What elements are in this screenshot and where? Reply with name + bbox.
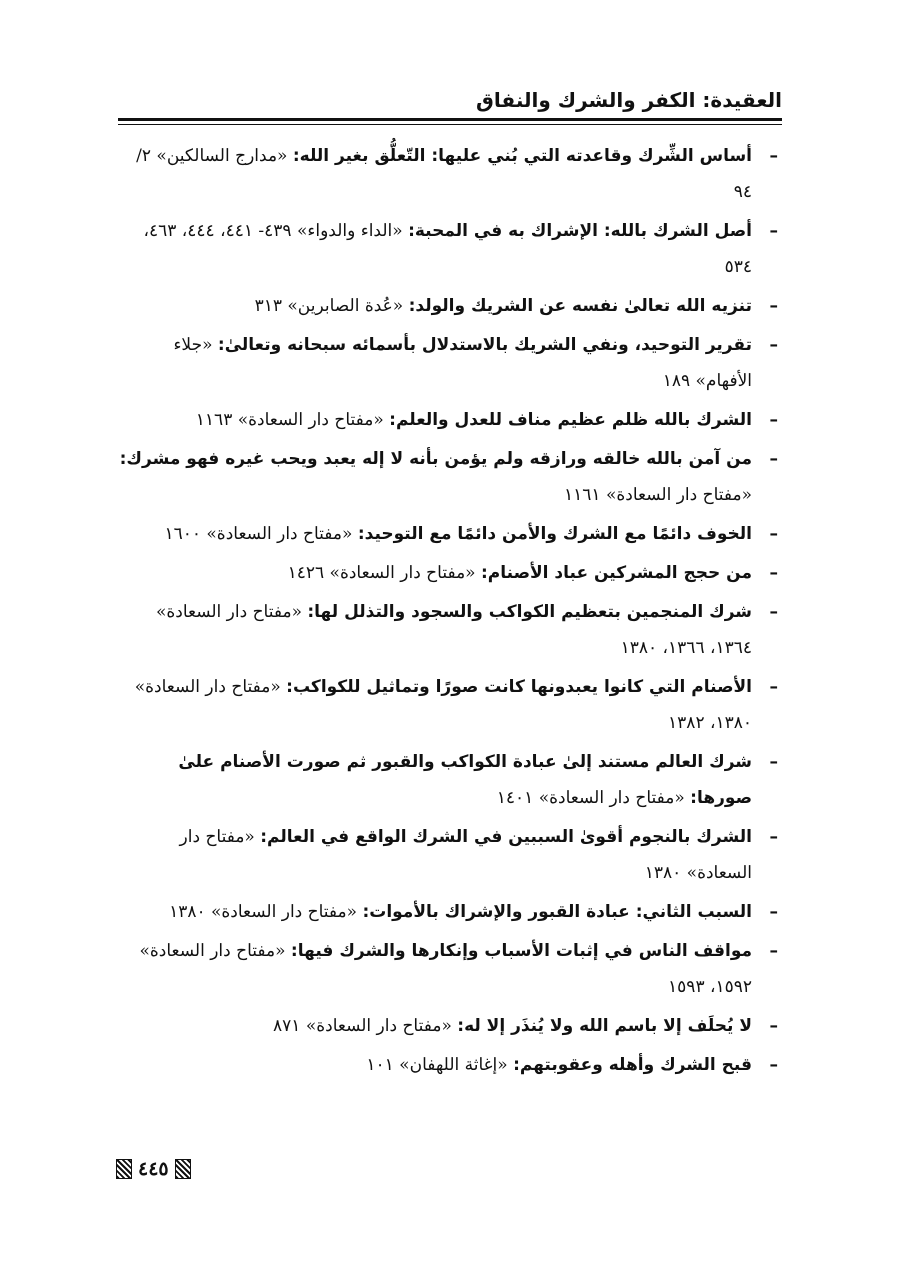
entry-reference: «مفتاح دار السعادة» ٨٧١ (273, 1016, 452, 1036)
entry-dash-icon: – (769, 335, 778, 355)
entry-dash-icon: – (769, 1016, 778, 1036)
entry-dash-icon: – (769, 146, 778, 166)
entry-topic: تقرير التوحيد، ونفي الشريك بالاستدلال بأسمائه سبحانه وتعالىٰ: (217, 335, 752, 355)
entry-topic: قبح الشرك وأهله وعقوبتهم: (513, 1055, 752, 1075)
index-entry (118, 138, 782, 210)
entry-dash-icon: – (769, 941, 778, 961)
index-entries-list (118, 138, 782, 1086)
entry-topic: تنزيه الله تعالىٰ نفسه عن الشريك والولد: (408, 296, 752, 316)
index-entry (118, 594, 782, 666)
index-entry (118, 933, 782, 1005)
index-entry (118, 213, 782, 285)
entry-topic: شرك المنجمين بتعظيم الكواكب والسجود والتذلل لها: (307, 602, 752, 622)
index-entry (118, 1008, 782, 1044)
entry-dash-icon: – (769, 563, 778, 583)
entry-reference: «إغاثة اللهفان» ١٠١ (366, 1055, 508, 1075)
page-footer (116, 1158, 191, 1180)
entry-reference: «مفتاح دار السعادة» ١٤٠١ (496, 788, 685, 808)
entry-topic: الخوف دائمًا مع الشرك والأمن دائمًا مع التوحيد: (357, 524, 752, 544)
header-rule-thick (118, 118, 782, 121)
entry-dash-icon: – (769, 827, 778, 847)
index-entry (118, 555, 782, 591)
running-header-title: العقيدة: الكفر والشرك والنفاق (476, 88, 782, 112)
entry-dash-icon: – (769, 296, 778, 316)
entry-reference: «مفتاح دار السعادة» ١٣٦٤، ١٣٦٦، ١٣٨٠ (155, 602, 752, 658)
entry-dash-icon: – (769, 410, 778, 430)
entry-dash-icon: – (769, 1055, 778, 1075)
entry-reference: «مفتاح دار السعادة» ١٣٨٠ (169, 902, 358, 922)
entry-topic: الشرك بالنجوم أقوىٰ السببين في الشرك الواقع في العالم: (260, 827, 752, 847)
index-entry (118, 744, 782, 816)
index-entry (118, 516, 782, 552)
entry-reference: «مفتاح دار السعادة» ١١٦٣ (195, 410, 384, 430)
entry-topic: من آمن بالله خالقه ورازقه ولم يؤمن بأنه لا إله يعبد ويحب غيره فهو مشرك: (119, 449, 752, 469)
entry-topic: أصل الشرك بالله: الإشراك به في المحبة: (408, 221, 752, 241)
entry-topic: الأصنام التي كانوا يعبدونها كانت صورًا وتماثيل للكواكب: (286, 677, 752, 697)
index-entry (118, 669, 782, 741)
entry-reference: «مفتاح دار السعادة» ١٦٠٠ (164, 524, 353, 544)
entry-dash-icon: – (769, 902, 778, 922)
index-entry (118, 1047, 782, 1083)
entry-dash-icon: – (769, 449, 778, 469)
entry-topic: السبب الثاني: عبادة القبور والإشراك بالأموات: (362, 902, 752, 922)
entry-reference: «جلاء الأفهام» ١٨٩ (173, 335, 752, 391)
entry-topic: الشرك بالله ظلم عظيم مناف للعدل والعلم: (389, 410, 752, 430)
entry-dash-icon: – (769, 524, 778, 544)
entry-dash-icon: – (769, 677, 778, 697)
ornament-left-icon (116, 1159, 132, 1179)
entry-topic: من حجج المشركين عباد الأصنام: (480, 563, 752, 583)
entry-reference: «الداء والدواء» ٤٣٩- ٤٤١، ٤٤٤، ٤٦٣، ٥٣٤ (143, 221, 752, 277)
entry-topic: أساس الشِّرك وقاعدته التي بُني عليها: التّعلُّق بغير الله: (292, 146, 752, 166)
index-entry (118, 288, 782, 324)
entry-reference: «مفتاح دار السعادة» ١١٦١ (564, 485, 752, 505)
index-entry (118, 894, 782, 930)
entry-reference: «مفتاح دار السعادة» ١٤٢٦ (287, 563, 476, 583)
entry-reference: «مفتاح دار السعادة» ١٣٨٠ (179, 827, 752, 883)
entry-topic: لا يُحلَف إلا باسم الله ولا يُنذَر إلا له: (457, 1016, 752, 1036)
entry-dash-icon: – (769, 602, 778, 622)
page-number: ٤٤٥ (138, 1158, 169, 1180)
entry-reference: «مفتاح دار السعادة» ١٣٨٠، ١٣٨٢ (134, 677, 752, 733)
entry-reference: «مدارج السالكين» ٢/ ٩٤ (136, 146, 752, 202)
index-entry (118, 402, 782, 438)
index-entry (118, 441, 782, 513)
index-entry (118, 819, 782, 891)
entry-reference: «عُدة الصابرين» ٣١٣ (254, 296, 404, 316)
entry-dash-icon: – (769, 221, 778, 241)
entry-topic: شرك العالم مستند إلىٰ عبادة الكواكب والقبور ثم صورت الأصنام علىٰ صورها: (178, 752, 752, 808)
entry-reference: «مفتاح دار السعادة» ١٥٩٢، ١٥٩٣ (139, 941, 752, 997)
index-entry (118, 327, 782, 399)
header-rule-thin (118, 124, 782, 125)
entry-topic: مواقف الناس في إثبات الأسباب وإنكارها والشرك فيها: (290, 941, 752, 961)
entry-dash-icon: – (769, 752, 778, 772)
ornament-right-icon (175, 1159, 191, 1179)
